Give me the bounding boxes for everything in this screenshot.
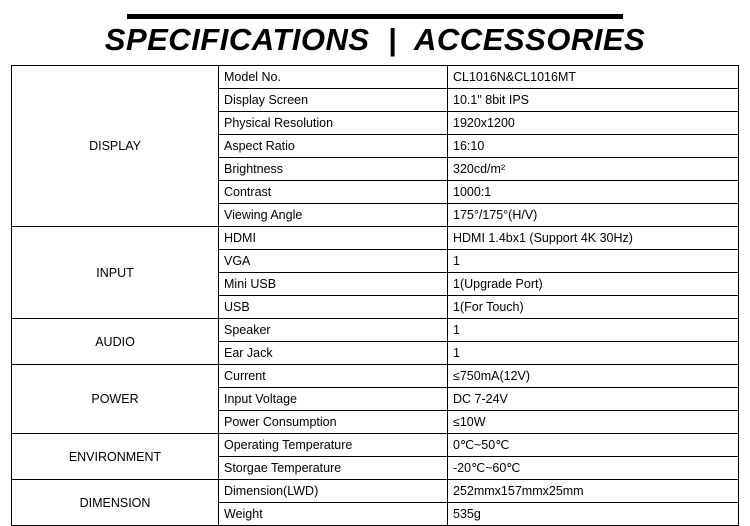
param-label: Physical Resolution <box>219 112 448 135</box>
param-label: Input Voltage <box>219 388 448 411</box>
param-value: DC 7-24V <box>448 388 739 411</box>
group-label-display: DISPLAY <box>12 66 219 227</box>
param-label: Ear Jack <box>219 342 448 365</box>
param-label: Brightness <box>219 158 448 181</box>
param-label: Display Screen <box>219 89 448 112</box>
param-label: Operating Temperature <box>219 434 448 457</box>
param-label: Weight <box>219 503 448 526</box>
page-header <box>0 0 750 59</box>
param-label: Power Consumption <box>219 411 448 434</box>
title-divider-rule <box>127 14 623 19</box>
param-value: 252mmx157mmx25mm <box>448 480 739 503</box>
group-label-dimension: DIMENSION <box>12 480 219 526</box>
param-value: 1000:1 <box>448 181 739 204</box>
param-value: CL1016N&CL1016MT <box>448 66 739 89</box>
param-value: HDMI 1.4bx1 (Support 4K 30Hz) <box>448 227 739 250</box>
specifications-table <box>11 65 739 526</box>
param-value: 1 <box>448 319 739 342</box>
table-row <box>12 227 739 250</box>
param-value: 0℃~50℃ <box>448 434 739 457</box>
param-label: Storgae Temperature <box>219 457 448 480</box>
param-label: Current <box>219 365 448 388</box>
param-label: Viewing Angle <box>219 204 448 227</box>
table-row <box>12 319 739 342</box>
table-row <box>12 365 739 388</box>
param-value: 1(Upgrade Port) <box>448 273 739 296</box>
param-value: 1(For Touch) <box>448 296 739 319</box>
param-label: Dimension(LWD) <box>219 480 448 503</box>
param-label: Aspect Ratio <box>219 135 448 158</box>
param-value: ≤750mA(12V) <box>448 365 739 388</box>
group-label-input: INPUT <box>12 227 219 319</box>
param-value: 175°/175°(H/V) <box>448 204 739 227</box>
specifications-table-body <box>12 66 739 526</box>
param-value: 1920x1200 <box>448 112 739 135</box>
param-value: 1 <box>448 342 739 365</box>
group-label-power: POWER <box>12 365 219 434</box>
group-label-audio: AUDIO <box>12 319 219 365</box>
param-value: 535g <box>448 503 739 526</box>
param-value: 10.1" 8bit IPS <box>448 89 739 112</box>
param-value: 1 <box>448 250 739 273</box>
param-value: 16:10 <box>448 135 739 158</box>
param-value: ≤10W <box>448 411 739 434</box>
table-row <box>12 66 739 89</box>
table-row <box>12 434 739 457</box>
param-value: 320cd/m² <box>448 158 739 181</box>
param-label: Speaker <box>219 319 448 342</box>
param-label: Mini USB <box>219 273 448 296</box>
param-label: VGA <box>219 250 448 273</box>
param-label: Contrast <box>219 181 448 204</box>
param-value: -20℃~60℃ <box>448 457 739 480</box>
group-label-environment: ENVIRONMENT <box>12 434 219 480</box>
table-row <box>12 480 739 503</box>
page-title: SPECIFICATIONS | ACCESSORIES <box>104 22 646 57</box>
param-label: USB <box>219 296 448 319</box>
param-label: HDMI <box>219 227 448 250</box>
param-label: Model No. <box>219 66 448 89</box>
